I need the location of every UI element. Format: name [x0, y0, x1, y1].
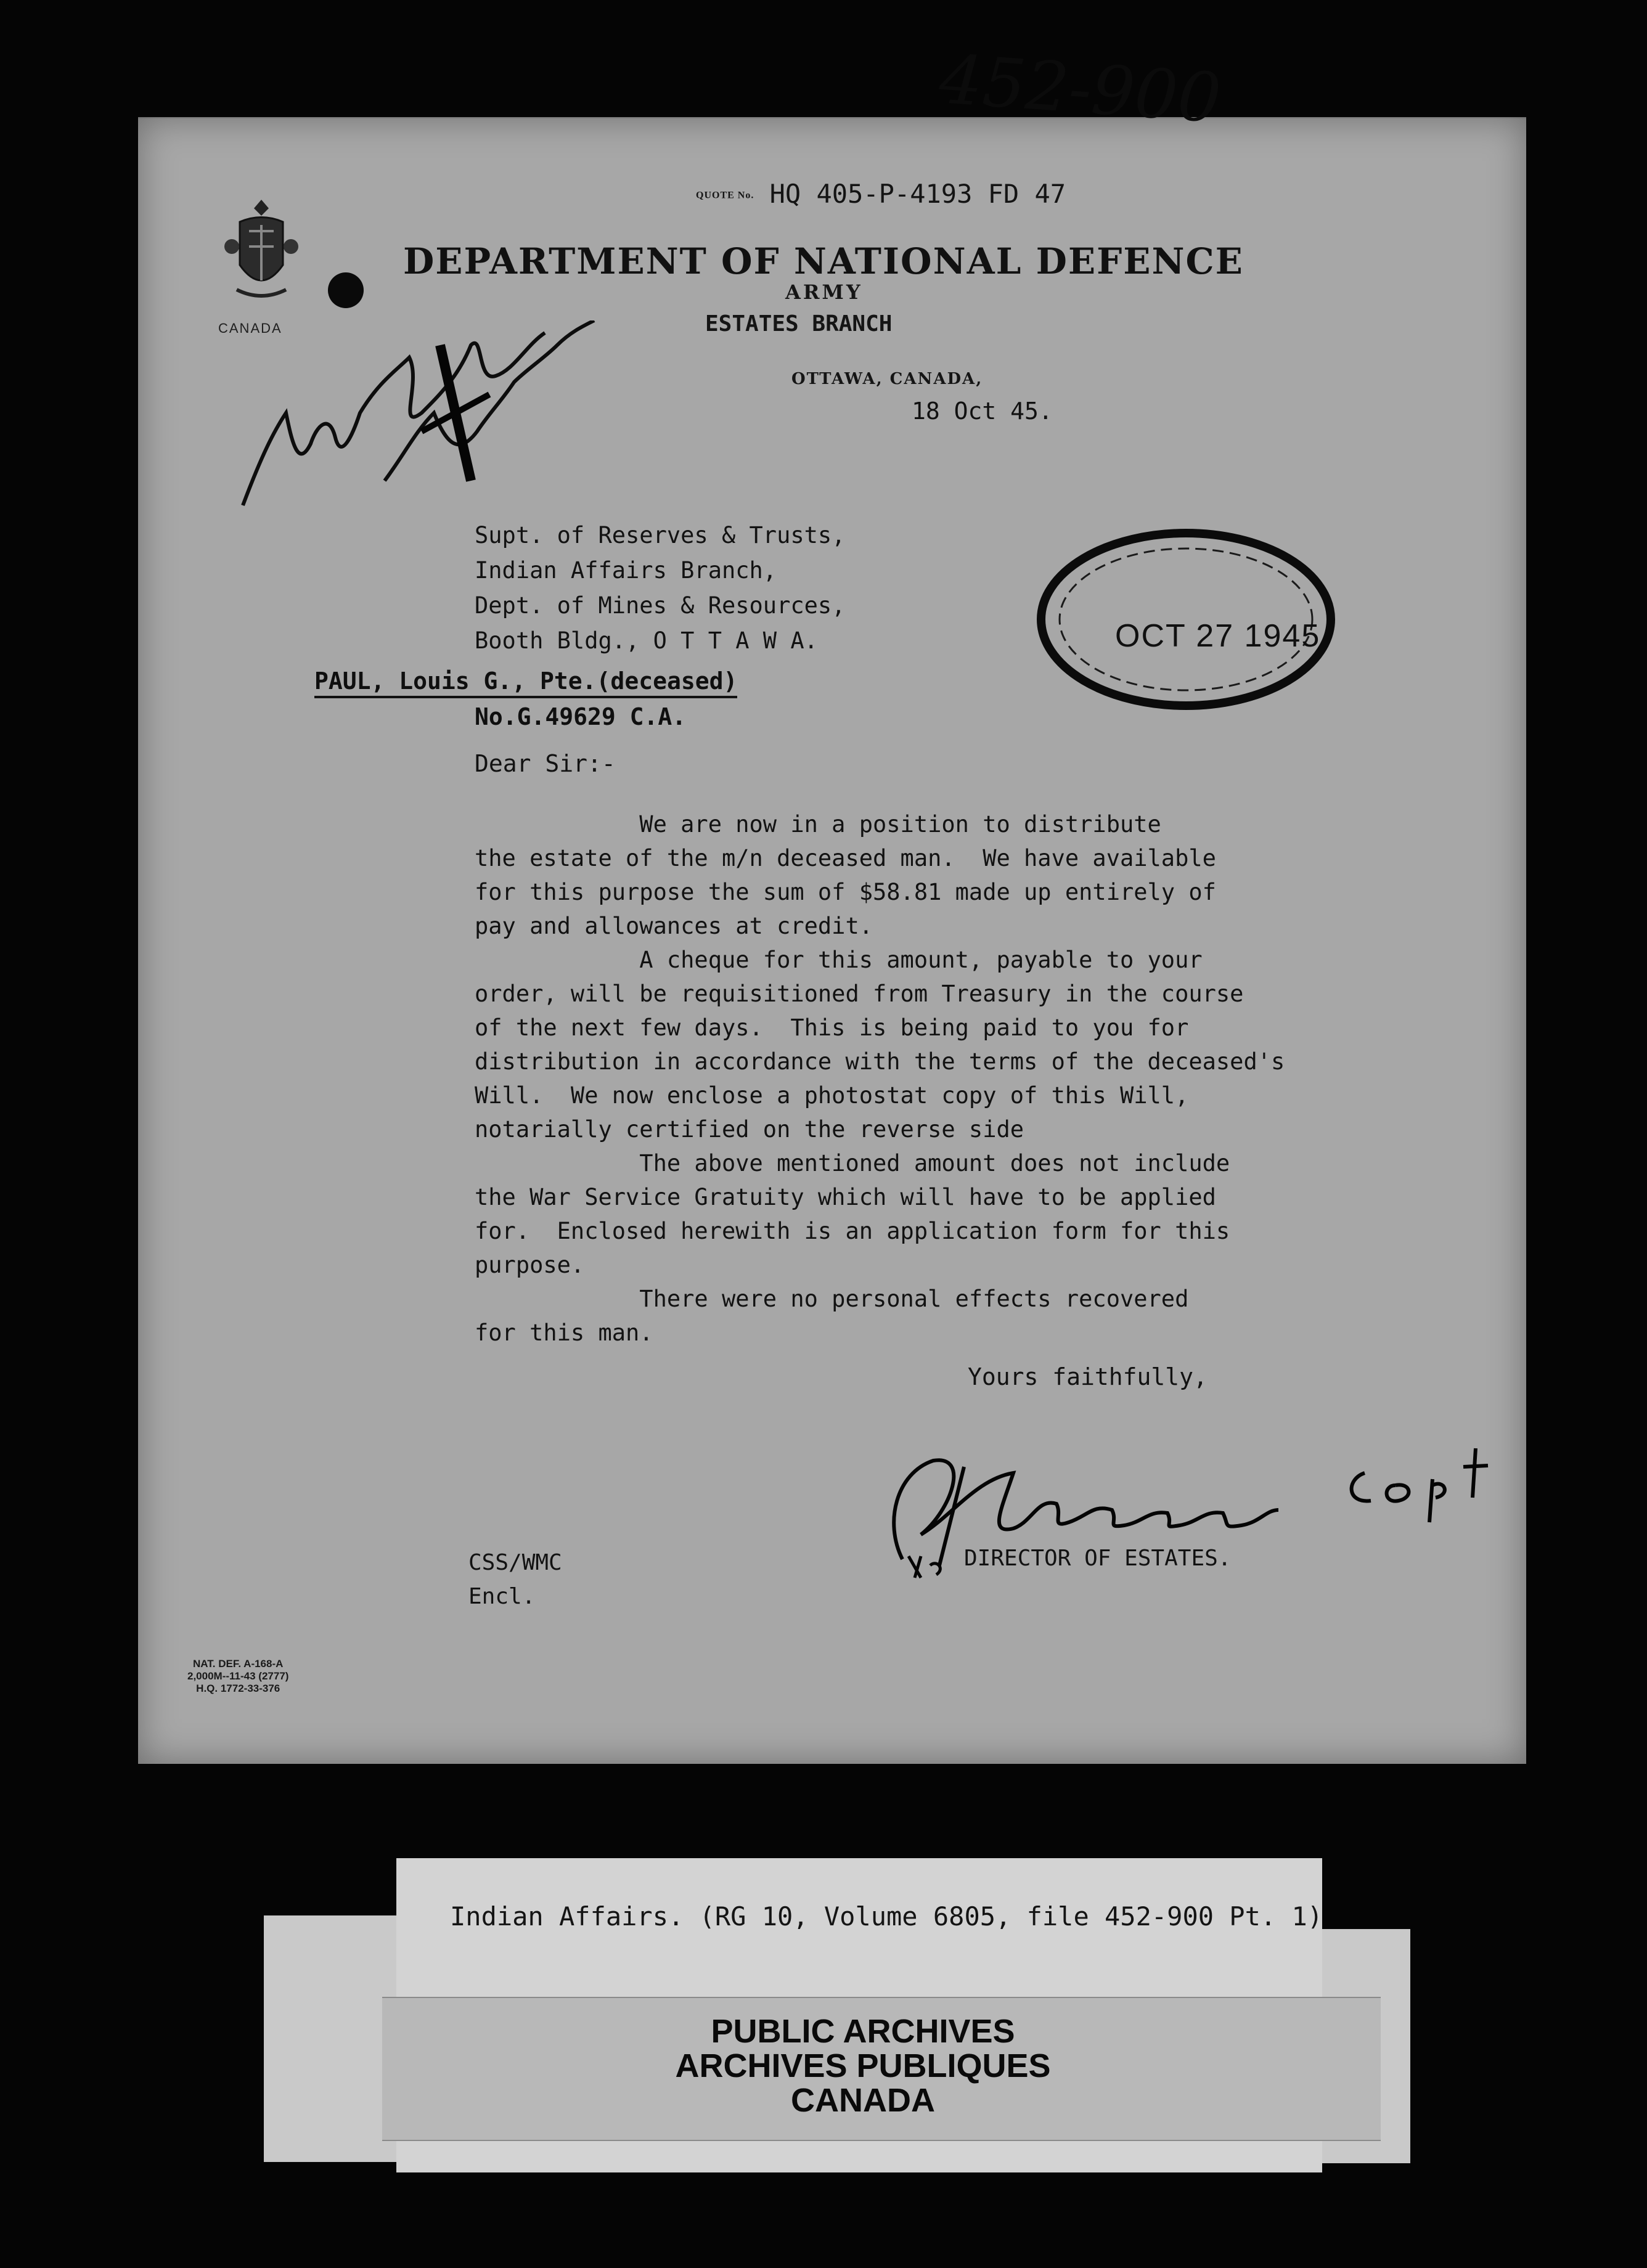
body-line: A cheque for this amount, payable to your: [475, 947, 1203, 973]
stamp-date: OCT 27 1945: [1115, 618, 1321, 654]
archive-tab-left: [264, 1915, 398, 2162]
form-line: NAT. DEF. A-168-A: [193, 1658, 284, 1670]
crest-label: CANADA: [218, 320, 282, 336]
closing: Yours faithfully,: [968, 1363, 1208, 1390]
quote-label: QUOTE No.: [696, 190, 754, 201]
quote-number: [696, 179, 1066, 209]
subject-number: No.G.49629 C.A.: [475, 703, 687, 730]
body-line: The above mentioned amount does not include: [475, 1150, 1230, 1177]
coat-of-arms-icon: [224, 197, 298, 302]
address-line: Indian Affairs Branch,: [475, 557, 777, 584]
punch-hole: [328, 272, 364, 308]
archive-title-line: PUBLIC ARCHIVES: [711, 2013, 1015, 2050]
body-line: the War Service Gratuity which will have to be applied: [475, 1184, 1216, 1210]
archive-title-line: ARCHIVES PUBLIQUES: [675, 2047, 1051, 2084]
form-line: H.Q. 1772-33-376: [196, 1683, 280, 1694]
page-edge: [138, 117, 1526, 118]
body-line: distribution in accordance with the terms of the deceased's: [475, 1048, 1285, 1075]
body-line: for. Enclosed herewith is an application form for this: [475, 1218, 1230, 1244]
body-line: for this purpose the sum of $58.81 made up entirely of: [475, 879, 1216, 905]
army-heading: ARMY: [785, 280, 863, 304]
body-line: of the next few days. This is being paid to you for: [475, 1014, 1189, 1041]
branch-heading: ESTATES BRANCH: [705, 311, 893, 337]
subject-line: [314, 663, 737, 735]
handwritten-file-number: 452-900: [937, 39, 1224, 138]
city-line: OTTAWA, CANADA,: [791, 370, 983, 388]
recipient-address: [475, 518, 845, 658]
address-line: Booth Bldg., O T T A W A.: [475, 627, 818, 654]
body-line: order, will be requisitioned from Treasury in the course: [475, 981, 1244, 1007]
letter-page: [138, 39, 1526, 1764]
department-heading: DEPARTMENT OF NATIONAL DEFENCE: [403, 240, 1244, 282]
quote-value: HQ 405-P-4193 FD 47: [769, 179, 1066, 209]
archive-title: [555, 2014, 1171, 2118]
body-line: Will. We now enclose a photostat copy of this Will,: [475, 1082, 1189, 1109]
body-line: purpose.: [475, 1252, 585, 1278]
initials: CSS/WMC: [468, 1550, 562, 1575]
salutation: Dear Sir:-: [475, 750, 616, 777]
handwritten-annotation: [237, 320, 680, 518]
letter-date: 18 Oct 45.: [912, 398, 1053, 425]
body-line: the estate of the m/n deceased man. We have available: [475, 845, 1216, 871]
letter-body: [475, 807, 1399, 1350]
body-line: pay and allowances at credit.: [475, 913, 873, 939]
archive-title-line: CANADA: [791, 2082, 935, 2119]
subject-name: PAUL, Louis G., Pte.(deceased): [314, 667, 737, 698]
address-line: Dept. of Mines & Resources,: [475, 592, 846, 619]
reference-initials: [468, 1546, 562, 1613]
form-line: 2,000M--11-43 (2777): [187, 1670, 289, 1682]
body-line: We are now in a position to distribute: [475, 811, 1161, 838]
archive-reference: Indian Affairs. (RG 10, Volume 6805, file 452-900 Pt. 1): [450, 1901, 1323, 1931]
enclosure-note: Encl.: [468, 1584, 536, 1609]
body-line: notarially certified on the reverse side: [475, 1116, 1024, 1143]
address-line: Supt. of Reserves & Trusts,: [475, 522, 846, 549]
body-line: There were no personal effects recovered: [475, 1286, 1189, 1312]
form-number: [187, 1658, 288, 1695]
signatory-title: DIRECTOR OF ESTATES.: [964, 1546, 1232, 1571]
body-line: for this man.: [475, 1320, 653, 1346]
